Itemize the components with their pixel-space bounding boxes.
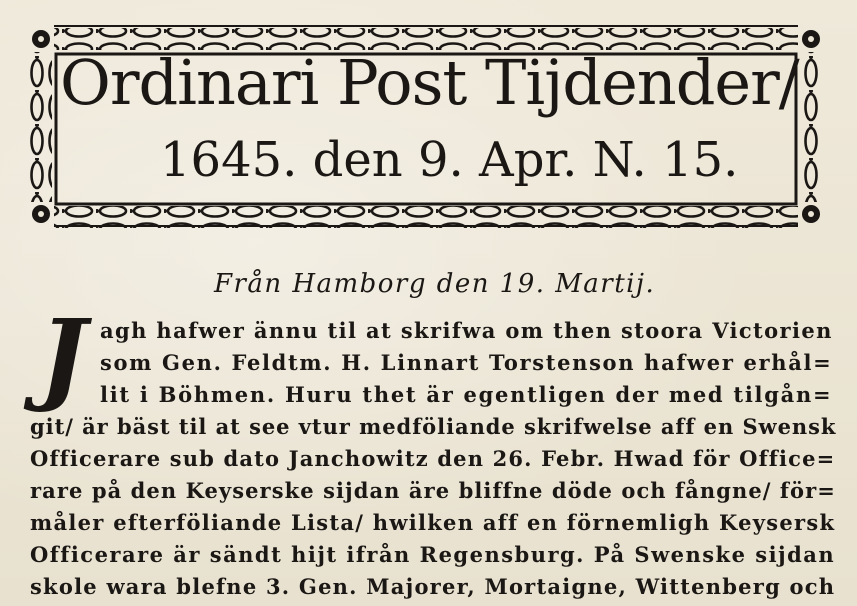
article-line: Officerare är sändt hijt ifrån Regensburg. På Swenske sijdan — [30, 542, 836, 567]
newspaper-title: Ordinari Post Tijdender/ — [60, 46, 799, 119]
article-line: lit i Böhmen. Huru thet är egentligen der med tilgån= — [100, 382, 833, 407]
article-line: skole wara blefne 3. Gen. Majorer, Mortaigne, Wittenberg och — [30, 574, 836, 599]
article-line: git/ är bäst til at see vtur medföliande skrifwelse aff en Swensk — [30, 414, 837, 439]
article-line: måler efterföliande Lista/ hwilken aff en förnemligh Keysersk — [30, 510, 836, 535]
article-line: rare på den Keyserske sijdan äre bliffne döde och fångne/ för= — [30, 478, 836, 503]
article-line: Officerare sub dato Janchowitz den 26. Febr. Hwad för Office= — [30, 446, 836, 471]
article-line: som Gen. Feldtm. H. Linnart Torstenson hafwer erhål= — [100, 350, 833, 375]
drop-cap: J — [39, 297, 87, 415]
article-heading: Från Hamborg den 19. Martij. — [214, 269, 656, 299]
issue-dateline: 1645. den 9. Apr. N. 15. — [160, 132, 739, 188]
article-line: agh hafwer ännu til at skrifwa om then stoora Victorien — [100, 318, 833, 343]
